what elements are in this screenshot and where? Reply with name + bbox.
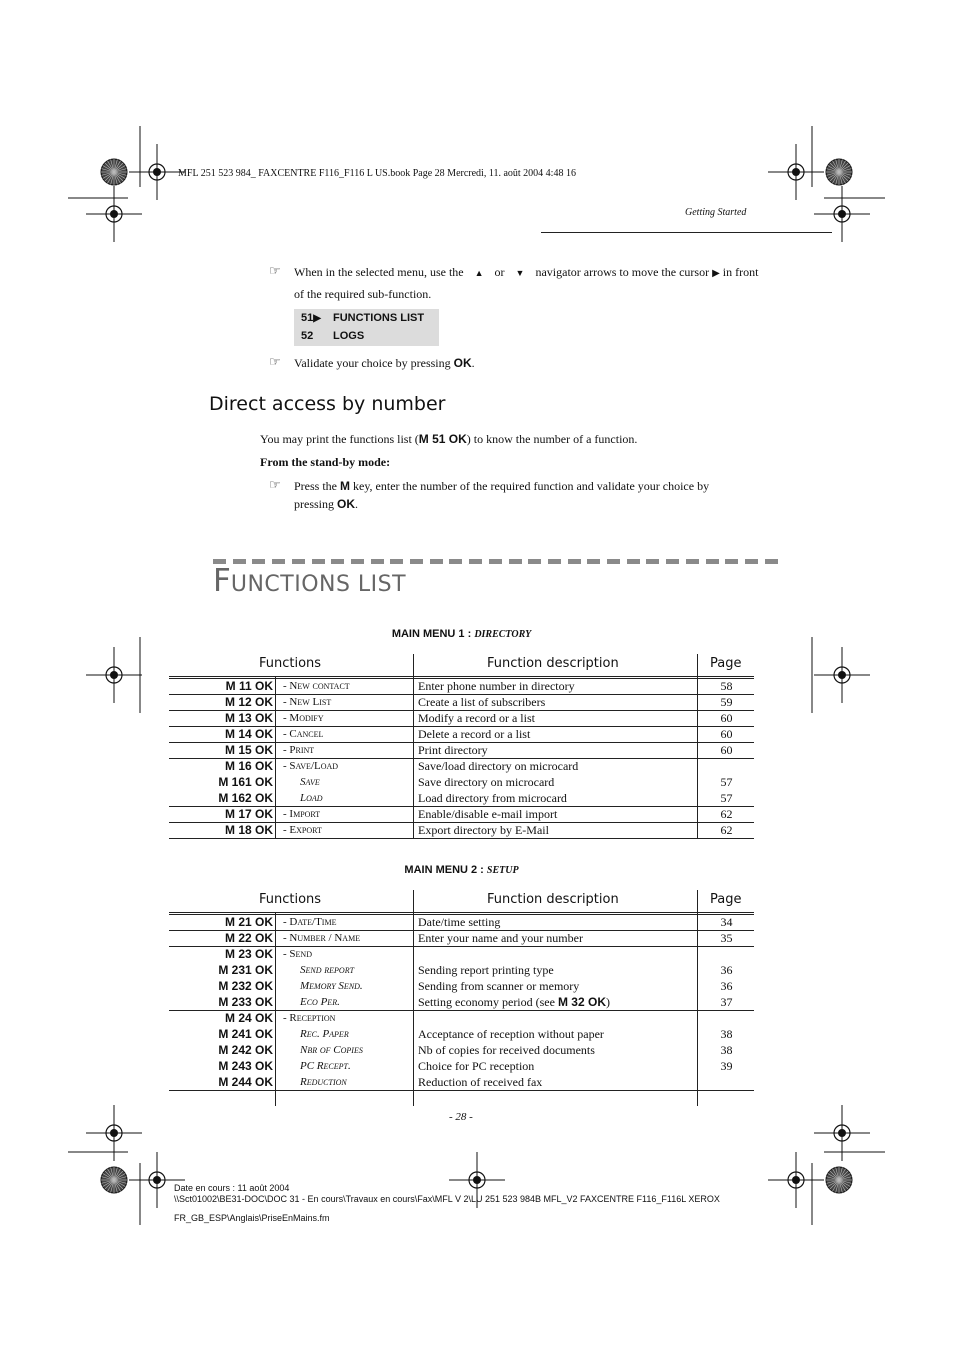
function-name: Rec. Paper xyxy=(300,1028,349,1040)
function-code: M 233 OK xyxy=(218,995,273,1009)
dash-segment xyxy=(646,559,659,564)
menu1-table xyxy=(169,654,754,839)
table-row xyxy=(169,962,754,978)
table-row xyxy=(169,1026,754,1042)
bullet-text: navigator arrows to move the cursor xyxy=(535,265,710,279)
running-head: Getting Started xyxy=(685,207,747,218)
key-m51ok: M 51 OK xyxy=(418,432,467,446)
menu2-caption xyxy=(169,864,754,876)
page-ref: 57 xyxy=(720,775,733,789)
table-row xyxy=(169,930,754,946)
function-description: Enter phone number in directory xyxy=(418,679,575,693)
function-code: M 232 OK xyxy=(218,979,273,993)
menu2-table xyxy=(169,890,754,1106)
row-rule xyxy=(169,758,754,759)
function-code: M 15 OK xyxy=(224,743,273,757)
function-code: M 14 OK xyxy=(224,727,273,741)
function-name: - Save/Load xyxy=(283,760,339,772)
footer-date: Date en cours : 11 août 2004 xyxy=(174,1183,290,1193)
row-rule xyxy=(169,822,754,823)
function-name: - Date/Time xyxy=(283,916,337,928)
dash-segment xyxy=(765,559,778,564)
function-name: - Reception xyxy=(283,1012,336,1024)
pointing-hand-icon: ☞ xyxy=(269,263,281,278)
function-name: - Print xyxy=(283,744,315,756)
function-name: Send report xyxy=(300,964,355,976)
table-row xyxy=(169,822,754,838)
function-description: Create a list of subscribers xyxy=(418,695,546,709)
caption-name: SETUP xyxy=(486,865,519,876)
function-code: M 22 OK xyxy=(224,931,273,945)
function-code: M 231 OK xyxy=(218,963,273,977)
table-row xyxy=(169,726,754,742)
dash-segment xyxy=(706,559,719,564)
function-code: M 23 OK xyxy=(224,947,273,961)
function-code: M 242 OK xyxy=(218,1043,273,1057)
table-row xyxy=(169,774,754,790)
para-text: ) to know the number of a function. xyxy=(466,432,638,446)
function-description: Delete a record or a list xyxy=(418,727,531,741)
page-ref: 37 xyxy=(720,995,733,1009)
function-name: - Export xyxy=(283,824,322,836)
row-rule xyxy=(169,742,754,743)
page-ref: 38 xyxy=(720,1043,733,1057)
function-description: Date/time setting xyxy=(418,915,501,929)
menu-item-num-51: 51▶ xyxy=(301,312,321,324)
bullet-end: . xyxy=(471,356,475,370)
key-ok: OK xyxy=(337,497,355,511)
direct-paragraph xyxy=(260,430,637,448)
row-rule xyxy=(169,946,754,947)
function-name: PC Recept. xyxy=(300,1060,351,1072)
page-ref: 57 xyxy=(720,791,733,805)
intro-bullet-2 xyxy=(294,354,475,372)
function-name: Save xyxy=(300,776,320,788)
function-name: - Modify xyxy=(283,712,324,724)
row-rule xyxy=(169,726,754,727)
registration-dot xyxy=(110,671,118,679)
footer-file: FR_GB_ESP\Anglais\PriseEnMains.fm xyxy=(174,1213,330,1223)
row-rule xyxy=(169,1090,754,1091)
dash-segment xyxy=(528,559,541,564)
direct-bullet xyxy=(294,477,783,495)
dash-segment xyxy=(410,559,423,564)
function-description: Save/load directory on microcard xyxy=(418,759,579,773)
dash-segment xyxy=(627,559,640,564)
pointing-hand-icon: ☞ xyxy=(269,354,281,369)
dash-segment xyxy=(725,559,738,564)
header-rule xyxy=(169,912,754,913)
arrow-up-icon: ▲ xyxy=(474,268,484,278)
function-name: Reduction xyxy=(300,1076,347,1088)
page-ref: 35 xyxy=(720,931,733,945)
dash-segment xyxy=(469,559,482,564)
function-name: - Import xyxy=(283,808,321,820)
function-code: M 18 OK xyxy=(224,823,273,837)
standby-label: From the stand-by mode: xyxy=(260,455,391,469)
header-functions: Functions xyxy=(259,892,322,907)
table-row xyxy=(169,790,754,806)
table-row xyxy=(169,694,754,710)
dash-segment xyxy=(587,559,600,564)
function-description: Nb of copies for received documents xyxy=(418,1043,595,1057)
row-rule xyxy=(169,838,754,839)
page-ref: 60 xyxy=(720,727,733,741)
book-info-line: MFL 251 523 984_ FAXCENTRE F116_F116 L US.book Page 28 Mercredi, 11. août 2004 4:48 16 xyxy=(178,168,576,179)
dash-segment xyxy=(686,559,699,564)
row-rule xyxy=(169,694,754,695)
function-name: - Cancel xyxy=(283,728,324,740)
function-name: Eco Per. xyxy=(300,996,340,1008)
footer-path: \\Sct01002\BE31-DOC\DOC 31 - En cours\Travaux en cours\Fax\MFL V 2\LU 251 523 984B MFL_V2 FAXCENTRE F116_F116L XEROX xyxy=(174,1194,720,1204)
dash-segment xyxy=(607,559,620,564)
dash-segment xyxy=(548,559,561,564)
function-description: Sending report printing type xyxy=(418,963,554,977)
registration-dot xyxy=(838,671,846,679)
registration-dot xyxy=(838,1129,846,1137)
caption-prefix: MAIN MENU 1 : xyxy=(391,628,475,640)
functions-list-title xyxy=(213,563,406,599)
title-initial: F xyxy=(213,563,231,599)
pointing-hand-icon: ☞ xyxy=(269,477,281,492)
menu-item-num-52: 52 xyxy=(301,330,314,342)
bullet-text: pressing xyxy=(294,497,334,511)
page-ref: 59 xyxy=(720,695,733,709)
dash-segment xyxy=(568,559,581,564)
key-ref: M 32 OK xyxy=(557,995,606,1009)
caption-prefix: MAIN MENU 2 : xyxy=(404,864,487,876)
function-description: Acceptance of reception without paper xyxy=(418,1027,604,1041)
page-ref: 58 xyxy=(720,679,733,693)
menu1-caption xyxy=(169,628,754,640)
function-code: M 161 OK xyxy=(218,775,273,789)
title-rest: UNCTIONS LIST xyxy=(230,572,407,597)
header-page: Page xyxy=(710,656,742,671)
page-number: - 28 - xyxy=(449,1111,473,1123)
function-code: M 244 OK xyxy=(218,1075,273,1089)
bullet-text: in front xyxy=(722,265,759,279)
page-ref: 60 xyxy=(720,711,733,725)
dash-segment xyxy=(745,559,758,564)
function-code: M 12 OK xyxy=(224,695,273,709)
key-ok: OK xyxy=(453,356,472,370)
page-ref: 62 xyxy=(720,807,733,821)
table-row xyxy=(169,978,754,994)
direct-bullet-cont xyxy=(294,495,358,513)
table-row xyxy=(169,758,754,774)
function-name: Load xyxy=(300,792,323,804)
bullet-or: or xyxy=(494,265,505,279)
bullet-text: Press the xyxy=(294,479,337,493)
dash-segment xyxy=(666,559,679,564)
row-rule xyxy=(169,1010,754,1011)
arrow-down-icon: ▼ xyxy=(515,268,525,278)
registration-dot xyxy=(838,210,846,218)
arrow-right-icon: ▶ xyxy=(712,268,720,279)
table-row xyxy=(169,914,754,930)
header-description: Function description xyxy=(487,892,619,907)
function-description: Reduction of received fax xyxy=(418,1075,543,1089)
bullet-text: key, enter the number of the required function and validate your choice by xyxy=(353,479,710,493)
page-ref: 36 xyxy=(720,963,733,977)
function-description: Sending from scanner or memory xyxy=(418,979,580,993)
page-ref: 36 xyxy=(720,979,733,993)
table-row xyxy=(169,1042,754,1058)
registration-dot xyxy=(473,1176,481,1184)
registration-dot xyxy=(792,168,800,176)
function-code: M 21 OK xyxy=(224,915,273,929)
function-name: - Send xyxy=(283,948,312,960)
section-title-direct-access: Direct access by number xyxy=(209,393,446,415)
function-code: M 162 OK xyxy=(218,791,273,805)
page-ref: 38 xyxy=(720,1027,733,1041)
page-ref: 62 xyxy=(720,823,733,837)
running-head-rule xyxy=(541,232,832,233)
function-code: M 24 OK xyxy=(224,1011,273,1025)
row-rule xyxy=(169,930,754,931)
function-description: Print directory xyxy=(418,743,488,757)
header-functions: Functions xyxy=(259,656,322,671)
intro-bullet-1 xyxy=(294,263,758,283)
dash-segment xyxy=(509,559,522,564)
para-text: You may print the functions list ( xyxy=(260,432,419,446)
table-row xyxy=(169,678,754,694)
function-name: Memory Send. xyxy=(300,980,363,992)
table-row xyxy=(169,806,754,822)
function-description: Load directory from microcard xyxy=(418,791,567,805)
function-code: M 11 OK xyxy=(225,679,273,693)
dash-segment xyxy=(489,559,502,564)
page-ref: 60 xyxy=(720,743,733,757)
cursor-arrow-icon: ▶ xyxy=(313,313,321,324)
table-row xyxy=(169,710,754,726)
registration-dot xyxy=(153,1176,161,1184)
table-row xyxy=(169,1058,754,1074)
bullet-end: . xyxy=(355,497,358,511)
table-row xyxy=(169,742,754,758)
function-name: - Number / Name xyxy=(283,932,361,944)
header-description: Function description xyxy=(487,656,619,671)
header-rule xyxy=(169,676,754,677)
table-row xyxy=(169,1074,754,1090)
dash-segment xyxy=(449,559,462,564)
page-ref: 39 xyxy=(720,1059,733,1073)
key-m: M xyxy=(340,479,350,493)
page-ref: 34 xyxy=(720,915,733,929)
function-name: Nbr of Copies xyxy=(300,1044,363,1056)
menu-item-label-52: LOGS xyxy=(333,330,365,342)
menu-item-label-51: FUNCTIONS LIST xyxy=(333,312,425,324)
caption-name: DIRECTORY xyxy=(474,629,532,640)
function-name: - New contact xyxy=(283,680,350,692)
intro-bullet-1-cont: of the required sub-function. xyxy=(294,287,432,301)
function-code: M 243 OK xyxy=(218,1059,273,1073)
bullet-text: When in the selected menu, use the xyxy=(294,265,464,279)
screen-menu-box xyxy=(294,309,439,346)
function-code: M 16 OK xyxy=(224,759,273,773)
function-description: Save directory on microcard xyxy=(418,775,555,789)
registration-dot xyxy=(792,1176,800,1184)
table-row xyxy=(169,946,754,962)
registration-dot xyxy=(153,168,161,176)
function-description: Setting economy period (see M 32 OK) xyxy=(418,995,610,1009)
bullet-text: Validate your choice by pressing xyxy=(294,356,451,370)
dash-segment xyxy=(430,559,443,564)
row-rule xyxy=(169,710,754,711)
registration-dot xyxy=(110,210,118,218)
function-code: M 17 OK xyxy=(224,807,273,821)
table-row xyxy=(169,1010,754,1026)
function-description: Enable/disable e-mail import xyxy=(418,807,558,821)
function-description: Export directory by E-Mail xyxy=(418,823,549,837)
row-rule xyxy=(169,806,754,807)
header-page: Page xyxy=(710,892,742,907)
function-description: Enter your name and your number xyxy=(418,931,583,945)
registration-dot xyxy=(110,1129,118,1137)
table-row xyxy=(169,994,754,1010)
function-description: Choice for PC reception xyxy=(418,1059,535,1073)
function-name: - New List xyxy=(283,696,332,708)
function-code: M 241 OK xyxy=(218,1027,273,1041)
function-description: Modify a record or a list xyxy=(418,711,535,725)
function-code: M 13 OK xyxy=(224,711,273,725)
